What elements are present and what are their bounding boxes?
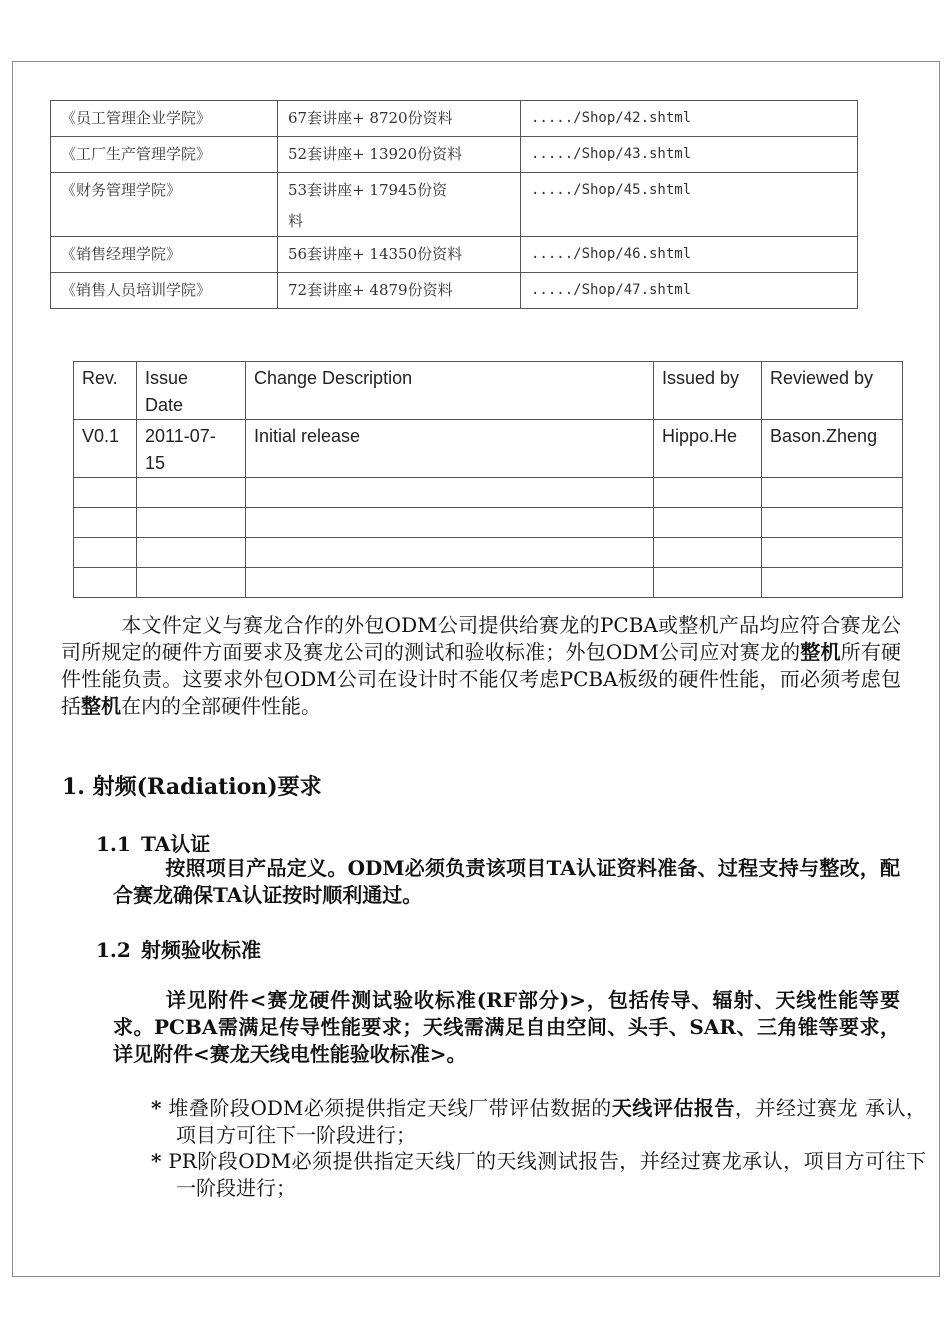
- bullet-item: [151, 1095, 926, 1149]
- table-row: [74, 420, 903, 478]
- subsection-number: 1.1: [96, 832, 131, 856]
- intro-bold: 整机: [81, 694, 121, 718]
- subsection-heading: [96, 934, 261, 963]
- bullet-marker: *: [151, 1149, 162, 1173]
- bullet-text: 堆叠阶段ODM必须提供指定天线厂带评估数据的: [168, 1096, 612, 1120]
- header-issue-date-line: Date: [145, 395, 184, 415]
- bullet-marker: *: [151, 1096, 162, 1120]
- catalog-name: 《财务管理学院》: [51, 173, 278, 237]
- subsection-number: 1.2: [96, 938, 131, 962]
- table-header-row: [74, 362, 903, 420]
- header-rev: Rev.: [74, 362, 137, 420]
- table-row-empty: [74, 478, 903, 508]
- catalog-link[interactable]: ...../Shop/46.shtml: [521, 237, 858, 273]
- intro-text: 所有硬件性能负责。这要求外包ODM公司在设计时不能仅考虑PCBA板级的硬件性能，而必须考虑包括: [61, 640, 902, 718]
- cell-change-description: Initial release: [246, 420, 654, 478]
- table-row: [51, 101, 858, 137]
- catalog-content-line: 料: [288, 212, 304, 230]
- intro-text: 本文件定义与赛龙合作的外包ODM公司提供给赛龙的PCBA或整机产品均应符合赛龙公司所规定的硬件方面要求及赛龙公司的测试和验收标准；外包ODM公司应对赛龙的: [61, 613, 901, 664]
- intro-text: 在内的全部硬件性能。: [121, 694, 321, 718]
- catalog-content: 56套讲座+ 14350份资料: [278, 237, 521, 273]
- catalog-content: 52套讲座+ 13920份资料: [278, 137, 521, 173]
- intro-paragraph: [61, 612, 901, 720]
- cell-reviewed-by: Bason.Zheng: [762, 420, 903, 478]
- header-change-description: Change Description: [246, 362, 654, 420]
- catalog-content: 72套讲座+ 4879份资料: [278, 273, 521, 309]
- table-row: [51, 237, 858, 273]
- table-row: [51, 273, 858, 309]
- catalog-name: 《销售经理学院》: [51, 237, 278, 273]
- catalog-link[interactable]: ...../Shop/45.shtml: [521, 173, 858, 237]
- subsection-paragraph: [113, 855, 900, 909]
- header-issue-date: [137, 362, 246, 420]
- table-row-empty: [74, 568, 903, 598]
- catalog-name: 《销售人员培训学院》: [51, 273, 278, 309]
- section-heading: 1. 射频(Radiation)要求: [62, 774, 322, 800]
- catalog-name: 《员工管理企业学院》: [51, 101, 278, 137]
- header-issue-date-line: Issue: [145, 368, 189, 388]
- subsection-title: 射频验收标准: [141, 938, 261, 962]
- cell-issue-date-line: 15: [145, 453, 166, 473]
- intro-bold: 整机: [800, 640, 841, 664]
- bullet-text: ，并经过赛龙 承认，项目方可往下一阶段进行；: [176, 1096, 927, 1147]
- catalog-content: 67套讲座+ 8720份资料: [278, 101, 521, 137]
- cell-issued-by: Hippo.He: [654, 420, 762, 478]
- table-row-empty: [74, 538, 903, 568]
- subsection-title: TA认证: [141, 832, 211, 856]
- paragraph-text: 详见附件<赛龙硬件测试验收标准(RF部分)>，包括传导、辐射、天线性能等要求。PCBA需满足传导性能要求；天线需满足自由空间、头手、SAR、三角锥等要求，详见附件<赛龙天线电性能验收标准>。: [113, 988, 900, 1066]
- table-row: [51, 173, 858, 237]
- revision-table: [73, 361, 903, 598]
- catalog-name: 《工厂生产管理学院》: [51, 137, 278, 173]
- paragraph-text: 按照项目产品定义。ODM必须负责该项目TA认证资料准备、过程支持与整改，配合赛龙确保TA认证按时顺利通过。: [113, 856, 900, 907]
- catalog-table: [50, 100, 858, 309]
- header-issued-by: Issued by: [654, 362, 762, 420]
- cell-rev: V0.1: [74, 420, 137, 478]
- catalog-link[interactable]: ...../Shop/47.shtml: [521, 273, 858, 309]
- table-row-empty: [74, 508, 903, 538]
- subsection-heading: [96, 828, 210, 857]
- cell-issue-date-line: 2011-07-: [145, 426, 216, 446]
- subsection-paragraph: [113, 987, 900, 1068]
- catalog-content-line: 53套讲座+ 17945份资: [288, 181, 448, 199]
- table-row: [51, 137, 858, 173]
- bullet-text: PR阶段ODM必须提供指定天线厂的天线测试报告，并经过赛龙承认，项目方可往下一阶段进行；: [168, 1149, 926, 1200]
- cell-issue-date: [137, 420, 246, 478]
- catalog-content: [278, 173, 521, 237]
- bullet-item: [151, 1148, 926, 1202]
- catalog-link[interactable]: ...../Shop/43.shtml: [521, 137, 858, 173]
- bullet-bold: 天线评估报告: [611, 1096, 735, 1120]
- catalog-link[interactable]: ...../Shop/42.shtml: [521, 101, 858, 137]
- header-reviewed-by: Reviewed by: [762, 362, 903, 420]
